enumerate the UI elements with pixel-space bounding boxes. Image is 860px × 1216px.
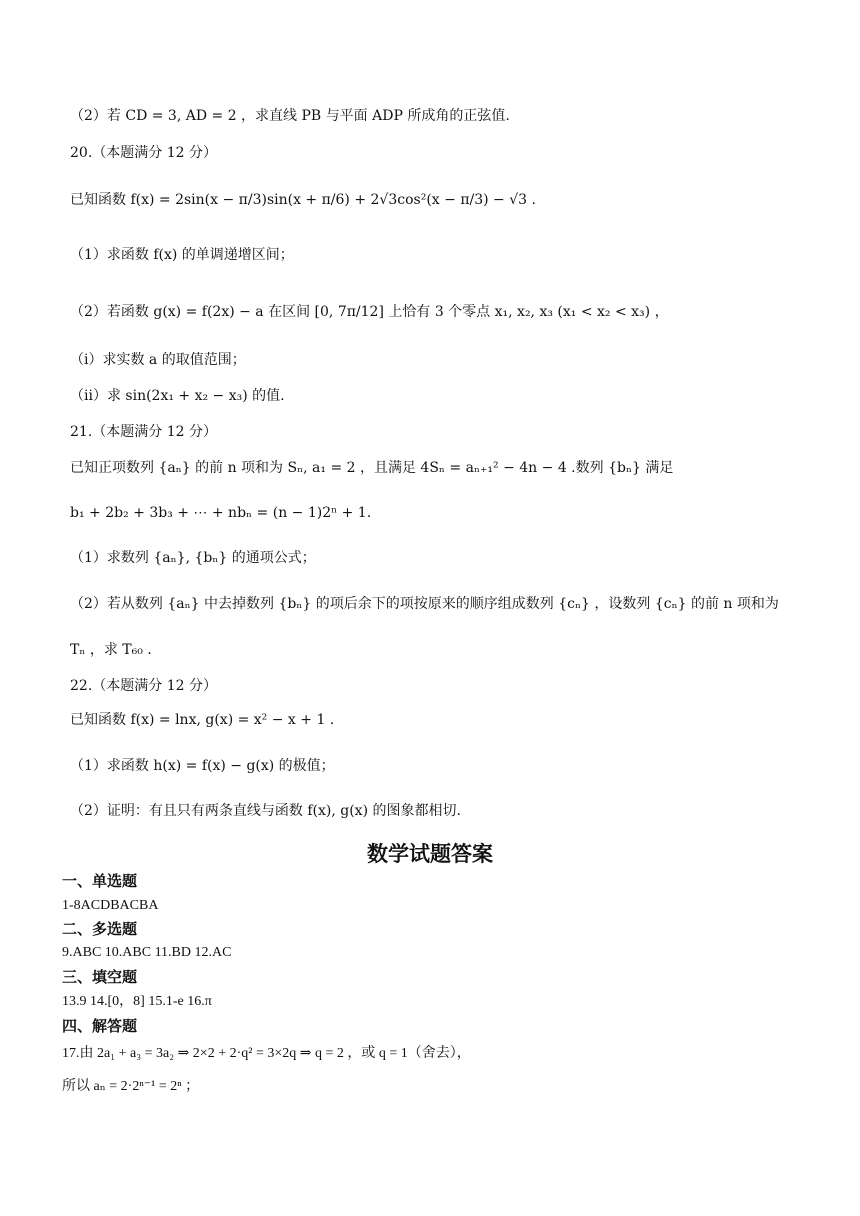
q20-stem: 已知函数 f(x) = 2sin(x − π/3)sin(x + π/6) + 2√3cos²(x − π/3) − √3 . [70, 192, 536, 208]
answers-multi-choice-body: 9.ABC 10.ABC 11.BD 12.AC [62, 945, 232, 960]
answers-fill-blank-body: 13.9 14.[0，8] 15.1-e 16.π [62, 994, 212, 1009]
q20-sub-ii: （ii）求 sin(2x₁ + x₂ − x₃) 的值. [70, 388, 285, 404]
q21-stem2: b₁ + 2b₂ + 3b₃ + ⋯ + nbₙ = (n − 1)2ⁿ + 1. [70, 505, 372, 521]
q22-header: 22.（本题满分 12 分） [70, 678, 217, 694]
answers-title: 数学试题答案 [367, 842, 493, 866]
q19-part2: （2）若 CD = 3, AD = 2 ，求直线 PB 与平面 ADP 所成角的正弦值. [70, 108, 510, 124]
q20-part2: （2）若函数 g(x) = f(2x) − a 在区间 [0, 7π/12] 上恰有 3 个零点 x₁, x₂, x₃ (x₁ < x₂ < x₃) ， [70, 304, 669, 320]
q21-stem: 已知正项数列 {aₙ} 的前 n 项和为 Sₙ, a₁ = 2 ，且满足 4Sₙ = aₙ₊₁² − 4n − 4 .数列 {bₙ} 满足 [70, 460, 674, 476]
q20-header: 20.（本题满分 12 分） [70, 145, 217, 161]
answers-q17-line1: 17.由 2a₁ + a₃ = 3a₂ ⇒ 2×2 + 2·q² = 3×2q ⇒ q = 2 ，或 q = 1（舍去）， [62, 1046, 471, 1061]
answers-section-solutions: 四、解答题 [62, 1017, 138, 1035]
q22-part1: （1）求函数 h(x) = f(x) − g(x) 的极值； [70, 758, 335, 774]
q21-part2b: Tₙ ，求 T₆₀ . [70, 642, 152, 658]
q21-header: 21.（本题满分 12 分） [70, 424, 217, 440]
answers-single-choice-body: 1-8ACDBACBA [62, 898, 159, 913]
q21-part1: （1）求数列 {aₙ}, {bₙ} 的通项公式； [70, 550, 316, 566]
q22-part2: （2）证明：有且只有两条直线与函数 f(x), g(x) 的图象都相切. [70, 803, 461, 819]
q20-part1: （1）求函数 f(x) 的单调递增区间； [70, 247, 294, 263]
answers-section-fill-blank: 三、填空题 [62, 968, 138, 986]
answers-section-single-choice: 一、单选题 [62, 872, 138, 890]
q21-part2: （2）若从数列 {aₙ} 中去掉数列 {bₙ} 的项后余下的项按原来的顺序组成数列 {cₙ} ，设数列 {cₙ} 的前 n 项和为 [70, 596, 779, 612]
answers-q17-line2: 所以 aₙ = 2·2ⁿ⁻¹ = 2ⁿ ； [62, 1079, 200, 1094]
q20-sub-i: （i）求实数 a 的取值范围； [70, 352, 246, 368]
answers-section-multi-choice: 二、多选题 [62, 920, 138, 938]
q22-stem: 已知函数 f(x) = lnx, g(x) = x² − x + 1 . [70, 712, 335, 728]
